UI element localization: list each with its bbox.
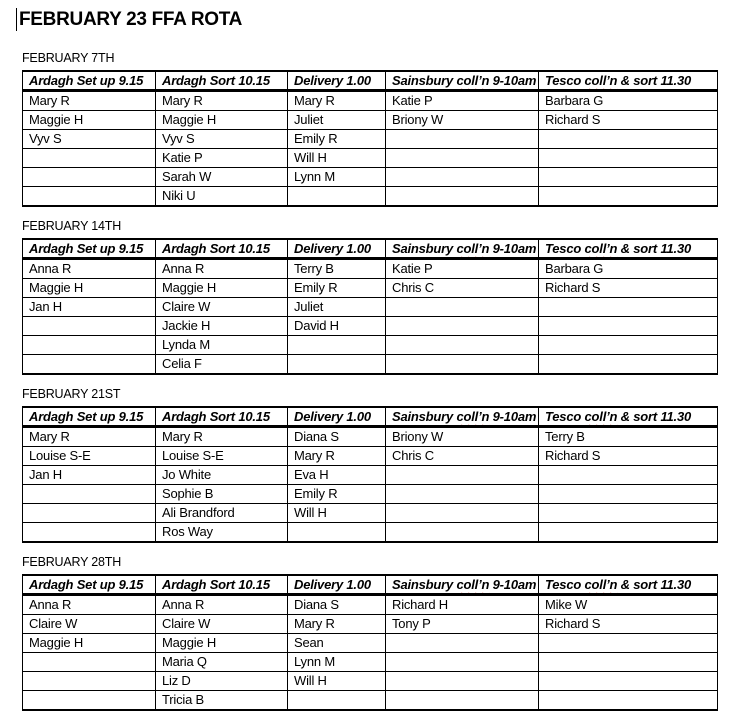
rota-cell[interactable] [539, 672, 718, 691]
rota-cell[interactable]: Mary R [23, 427, 156, 447]
rota-cell[interactable] [288, 336, 386, 355]
header-text: 9-10am [489, 577, 537, 592]
misspelled-word: coll’n [584, 577, 618, 592]
header-text: Sainsbury [392, 73, 457, 88]
column-header[interactable] [386, 575, 539, 595]
rota-cell[interactable] [386, 634, 539, 653]
table-row [23, 259, 718, 279]
rota-section [22, 555, 717, 711]
column-header[interactable] [23, 71, 156, 91]
header-text: Delivery 1.00 [294, 409, 371, 424]
rota-cell[interactable] [23, 653, 156, 672]
column-header[interactable] [386, 71, 539, 91]
header-text: & sort 11.30 [617, 409, 692, 424]
rota-cell[interactable] [539, 691, 718, 711]
rota-cell[interactable] [386, 355, 539, 375]
table-row [23, 485, 718, 504]
header-text: Ardagh Set up 9.15 [29, 577, 144, 592]
header-text: Ardagh Sort 10.15 [162, 409, 270, 424]
rota-cell[interactable]: Mike W [539, 595, 718, 615]
rota-cell[interactable]: Will H [288, 672, 386, 691]
table-row [23, 634, 718, 653]
table-row [23, 149, 718, 168]
column-header[interactable] [156, 575, 288, 595]
rota-cell[interactable] [386, 653, 539, 672]
column-header[interactable] [386, 239, 539, 259]
rota-cell[interactable]: Jan H [23, 466, 156, 485]
header-text: Delivery 1.00 [294, 577, 371, 592]
rota-cell[interactable]: Richard S [539, 447, 718, 466]
table-row [23, 91, 718, 111]
table-row [23, 111, 718, 130]
header-text: Tesco [545, 577, 585, 592]
table-row [23, 691, 718, 711]
column-header[interactable] [23, 407, 156, 427]
section-heading[interactable]: FEBRUARY 7TH [22, 51, 115, 65]
column-header[interactable] [288, 71, 386, 91]
rota-cell[interactable]: Terry B [539, 427, 718, 447]
header-text: Ardagh Set up 9.15 [29, 409, 144, 424]
rota-cell[interactable] [539, 298, 718, 317]
rota-cell[interactable]: Sophie B [156, 485, 288, 504]
rota-cell[interactable] [288, 187, 386, 207]
rota-table [22, 406, 718, 543]
column-header[interactable] [156, 71, 288, 91]
rota-cell[interactable]: Mary R [288, 615, 386, 634]
column-header[interactable] [539, 71, 718, 91]
table-row [23, 336, 718, 355]
rota-cell[interactable]: Maggie H [156, 111, 288, 130]
header-row [23, 407, 718, 427]
rota-cell[interactable] [23, 336, 156, 355]
rota-cell[interactable] [386, 168, 539, 187]
header-text: Ardagh Sort 10.15 [162, 577, 270, 592]
header-row [23, 575, 718, 595]
header-text: Sainsbury [392, 577, 457, 592]
rota-table [22, 70, 718, 207]
table-row [23, 504, 718, 523]
rota-cell[interactable]: Vyv S [156, 130, 288, 149]
rota-cell[interactable]: Will H [288, 504, 386, 523]
rota-cell[interactable] [539, 355, 718, 375]
table-row [23, 653, 718, 672]
table-row [23, 355, 718, 375]
rota-cell[interactable]: Mary R [23, 91, 156, 111]
header-text: Tesco [545, 73, 585, 88]
rota-section [22, 387, 717, 543]
column-header[interactable] [288, 575, 386, 595]
rota-cell[interactable] [539, 466, 718, 485]
rota-cell[interactable]: Maggie H [23, 634, 156, 653]
rota-cell[interactable]: Terry B [288, 259, 386, 279]
column-header[interactable] [288, 239, 386, 259]
header-text: 9-10am [489, 241, 537, 256]
header-text: Ardagh Sort 10.15 [162, 73, 270, 88]
rota-cell[interactable] [23, 504, 156, 523]
rota-cell[interactable] [23, 523, 156, 543]
header-text: Delivery 1.00 [294, 241, 371, 256]
rota-cell[interactable] [539, 653, 718, 672]
rota-cell[interactable]: Emily R [288, 279, 386, 298]
column-header[interactable] [539, 239, 718, 259]
rota-cell[interactable]: Diana S [288, 427, 386, 447]
rota-cell[interactable]: Lynda M [156, 336, 288, 355]
rota-cell[interactable]: Eva H [288, 466, 386, 485]
rota-cell[interactable]: Will H [288, 149, 386, 168]
rota-cell[interactable] [23, 317, 156, 336]
rota-cell[interactable] [386, 504, 539, 523]
rota-cell[interactable]: Katie P [386, 91, 539, 111]
header-text: 9-10am [489, 73, 537, 88]
misspelled-word: coll’n [584, 409, 618, 424]
rota-cell[interactable] [23, 672, 156, 691]
rota-cell[interactable]: Briony W [386, 111, 539, 130]
rota-cell[interactable] [386, 466, 539, 485]
header-text: Ardagh Set up 9.15 [29, 241, 144, 256]
header-text: 9-10am [489, 409, 537, 424]
rota-cell[interactable]: Ros Way [156, 523, 288, 543]
column-header[interactable] [288, 407, 386, 427]
rota-cell[interactable] [539, 317, 718, 336]
column-header[interactable] [156, 407, 288, 427]
document-title: FEBRUARY 23 FFA ROTA [19, 8, 243, 30]
rota-cell[interactable]: Ali Brandford [156, 504, 288, 523]
rota-cell[interactable] [386, 149, 539, 168]
header-text: Tesco [545, 409, 585, 424]
rota-cell[interactable] [288, 523, 386, 543]
rota-cell[interactable]: Chris C [386, 447, 539, 466]
rota-cell[interactable]: Richard S [539, 615, 718, 634]
rota-cell[interactable]: Maria Q [156, 653, 288, 672]
table-row [23, 279, 718, 298]
misspelled-word: coll’n [456, 577, 490, 592]
table-row [23, 427, 718, 447]
rota-cell[interactable] [539, 168, 718, 187]
rota-cell[interactable]: Jan H [23, 298, 156, 317]
table-row [23, 187, 718, 207]
rota-cell[interactable] [23, 691, 156, 711]
rota-cell[interactable]: David H [288, 317, 386, 336]
rota-cell[interactable] [539, 336, 718, 355]
rota-cell[interactable]: Katie P [386, 259, 539, 279]
rota-cell[interactable] [23, 168, 156, 187]
rota-cell[interactable]: Mary R [156, 427, 288, 447]
rota-table [22, 574, 718, 711]
text-cursor [16, 8, 17, 31]
document-title-row[interactable] [16, 7, 739, 32]
misspelled-word: coll’n [456, 73, 490, 88]
rota-cell[interactable]: Claire W [23, 615, 156, 634]
rota-sections-container [0, 51, 739, 711]
misspelled-word: coll’n [456, 241, 490, 256]
table-row [23, 672, 718, 691]
column-header[interactable] [156, 239, 288, 259]
rota-cell[interactable]: Liz D [156, 672, 288, 691]
rota-cell[interactable]: Richard S [539, 111, 718, 130]
section-heading[interactable]: FEBRUARY 28TH [22, 555, 122, 569]
section-heading[interactable]: FEBRUARY 14TH [22, 219, 122, 233]
rota-cell[interactable] [386, 298, 539, 317]
table-row [23, 130, 718, 149]
rota-section [22, 219, 717, 375]
header-text: Delivery 1.00 [294, 73, 371, 88]
rota-cell[interactable]: Tony P [386, 615, 539, 634]
header-text: & sort 11.30 [617, 241, 692, 256]
header-text: Ardagh Sort 10.15 [162, 241, 270, 256]
rota-cell[interactable]: Maggie H [156, 279, 288, 298]
table-row [23, 298, 718, 317]
rota-cell[interactable] [23, 355, 156, 375]
rota-cell[interactable] [539, 485, 718, 504]
rota-cell[interactable]: Mary R [288, 91, 386, 111]
rota-section [22, 51, 717, 207]
rota-cell[interactable]: Richard H [386, 595, 539, 615]
rota-cell[interactable]: Claire W [156, 615, 288, 634]
rota-cell[interactable] [386, 336, 539, 355]
section-heading[interactable]: FEBRUARY 21ST [22, 387, 121, 401]
rota-cell[interactable]: Niki U [156, 187, 288, 207]
rota-cell[interactable] [386, 691, 539, 711]
rota-cell[interactable]: Juliet [288, 111, 386, 130]
rota-cell[interactable] [386, 317, 539, 336]
header-row [23, 71, 718, 91]
table-row [23, 317, 718, 336]
header-text: & sort 11.30 [617, 577, 692, 592]
rota-cell[interactable]: Louise S-E [156, 447, 288, 466]
rota-cell[interactable] [23, 149, 156, 168]
header-text: Sainsbury [392, 409, 457, 424]
column-header[interactable] [23, 575, 156, 595]
rota-cell[interactable]: Richard S [539, 279, 718, 298]
column-header[interactable] [539, 407, 718, 427]
rota-cell[interactable]: Maggie H [23, 111, 156, 130]
rota-cell[interactable]: Tricia B [156, 691, 288, 711]
rota-cell[interactable] [539, 523, 718, 543]
rota-cell[interactable]: Lynn M [288, 168, 386, 187]
rota-cell[interactable]: Mary R [156, 91, 288, 111]
table-row [23, 595, 718, 615]
rota-cell[interactable]: Jackie H [156, 317, 288, 336]
table-row [23, 615, 718, 634]
rota-cell[interactable]: Anna R [23, 595, 156, 615]
rota-cell[interactable]: Jo White [156, 466, 288, 485]
misspelled-word: coll’n [584, 241, 618, 256]
header-text: Ardagh Set up 9.15 [29, 73, 144, 88]
rota-cell[interactable]: Chris C [386, 279, 539, 298]
rota-table [22, 238, 718, 375]
rota-cell[interactable]: Anna R [156, 259, 288, 279]
column-header[interactable] [539, 575, 718, 595]
rota-cell[interactable]: Katie P [156, 149, 288, 168]
rota-cell[interactable] [288, 355, 386, 375]
rota-cell[interactable]: Anna R [156, 595, 288, 615]
rota-cell[interactable]: Diana S [288, 595, 386, 615]
table-row [23, 168, 718, 187]
table-row [23, 447, 718, 466]
rota-cell[interactable] [386, 523, 539, 543]
rota-cell[interactable]: Briony W [386, 427, 539, 447]
rota-cell[interactable] [288, 691, 386, 711]
rota-cell[interactable]: Emily R [288, 485, 386, 504]
rota-cell[interactable] [539, 634, 718, 653]
misspelled-word: coll’n [456, 409, 490, 424]
rota-cell[interactable]: Vyv S [23, 130, 156, 149]
rota-cell[interactable]: Mary R [288, 447, 386, 466]
rota-cell[interactable]: Anna R [23, 259, 156, 279]
rota-cell[interactable]: Barbara G [539, 91, 718, 111]
header-text: & sort 11.30 [617, 73, 692, 88]
rota-cell[interactable] [386, 672, 539, 691]
rota-cell[interactable]: Juliet [288, 298, 386, 317]
header-row [23, 239, 718, 259]
header-text: Sainsbury [392, 241, 457, 256]
rota-cell[interactable]: Emily R [288, 130, 386, 149]
rota-cell[interactable]: Maggie H [156, 634, 288, 653]
rota-cell[interactable]: Sarah W [156, 168, 288, 187]
header-text: Tesco [545, 241, 585, 256]
column-header[interactable] [23, 239, 156, 259]
column-header[interactable] [386, 407, 539, 427]
rota-cell[interactable] [23, 187, 156, 207]
table-row [23, 523, 718, 543]
rota-cell[interactable] [539, 187, 718, 207]
table-row [23, 466, 718, 485]
rota-cell[interactable]: Claire W [156, 298, 288, 317]
rota-cell[interactable] [539, 149, 718, 168]
rota-cell[interactable] [539, 504, 718, 523]
rota-cell[interactable]: Barbara G [539, 259, 718, 279]
rota-cell[interactable]: Sean [288, 634, 386, 653]
rota-cell[interactable]: Celia F [156, 355, 288, 375]
rota-cell[interactable] [386, 130, 539, 149]
rota-cell[interactable]: Lynn M [288, 653, 386, 672]
rota-cell[interactable] [386, 187, 539, 207]
rota-cell[interactable] [539, 130, 718, 149]
rota-cell[interactable] [23, 485, 156, 504]
rota-cell[interactable]: Louise S-E [23, 447, 156, 466]
rota-cell[interactable] [386, 485, 539, 504]
misspelled-word: coll’n [584, 73, 618, 88]
rota-cell[interactable]: Maggie H [23, 279, 156, 298]
